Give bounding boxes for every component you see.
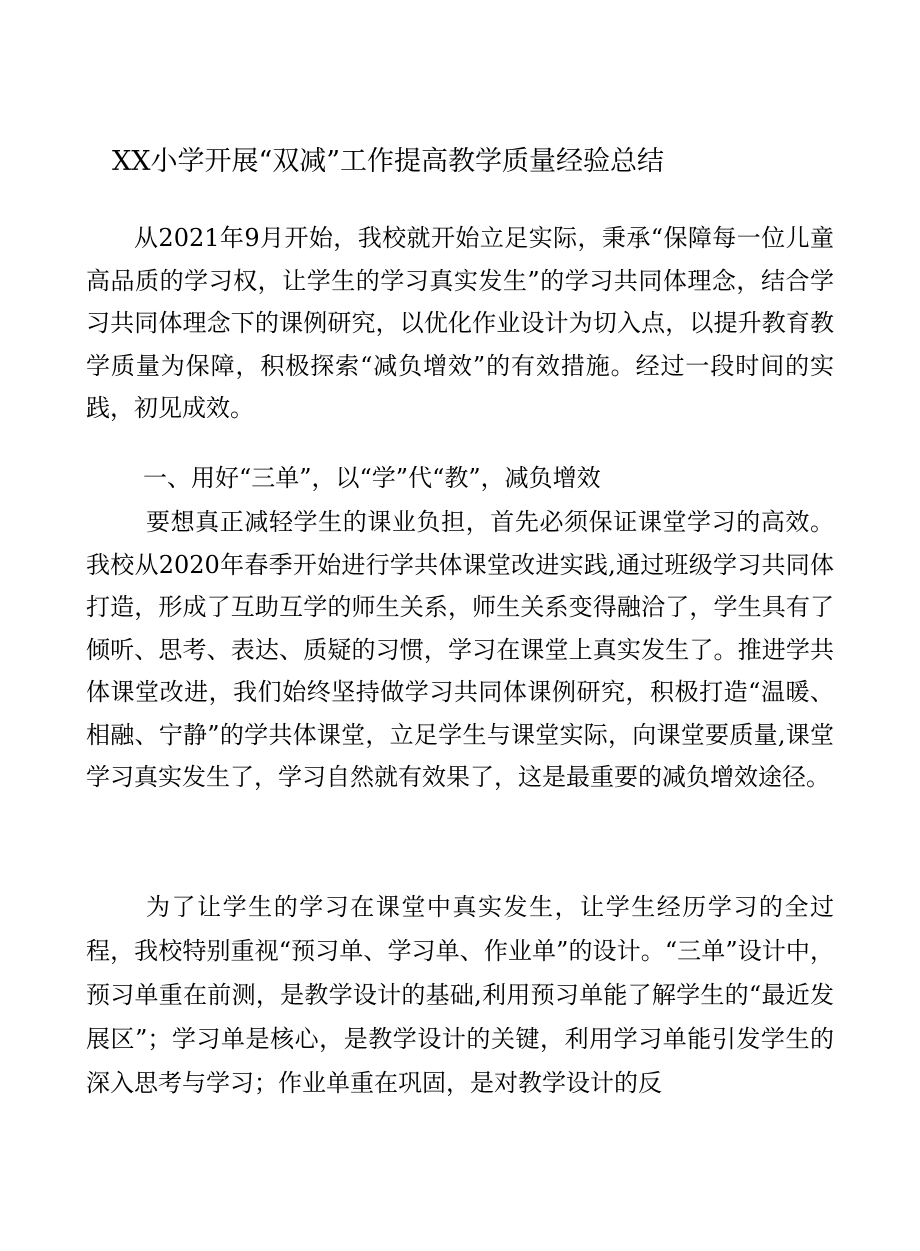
section-1-paragraph-1: 要想真正减轻学生的课业负担，首先必须保证课堂学习的高效。我校从2020年春季开始进行学共体课堂改进实践,通过班级学习共同体打造，形成了互助互学的师生关系，师生关系变得融洽了，学生具有了倾听、思考、表达、质疑的习惯，学习在课堂上真实发生了。推进学共体课堂改进，我们始终坚持做学习共同体课例研究，积极打造“温暖、相融、宁静”的学共体课堂，立足学生与课堂实际，向课堂要质量,课堂学习真实发生了，学习自然就有效果了，这是最重要的减负增效途径。 (86, 508, 834, 791)
document-title: XX小学开展“双减”工作提高教学质量经验总结 (112, 146, 665, 177)
section-heading-1: 一、用好“三单”，以“学”代“教”，减负增效 (143, 464, 601, 492)
intro-paragraph: 从2021年9月开始，我校就开始立足实际，秉承“保障每一位儿童高品质的学习权，让学生的学习真实发生”的学习共同体理念，结合学习共同体理念下的课例研究，以优化作业设计为切入点，以提升教育教学质量为保障，积极探索“减负增效”的有效措施。经过一段时间的实践，初见成效。 (86, 224, 834, 422)
section-1-paragraph-2: 为了让学生的学习在课堂中真实发生，让学生经历学习的全过程，我校特别重视“预习单、学习单、作业单”的设计。“三单”设计中，预习单重在前测，是教学设计的基础,利用预习单能了解学生的“最近发展区”；学习单是核心，是教学设计的关键，利用学习单能引发学生的深入思考与学习；作业单重在巩固，是对教学设计的反 (86, 893, 834, 1097)
